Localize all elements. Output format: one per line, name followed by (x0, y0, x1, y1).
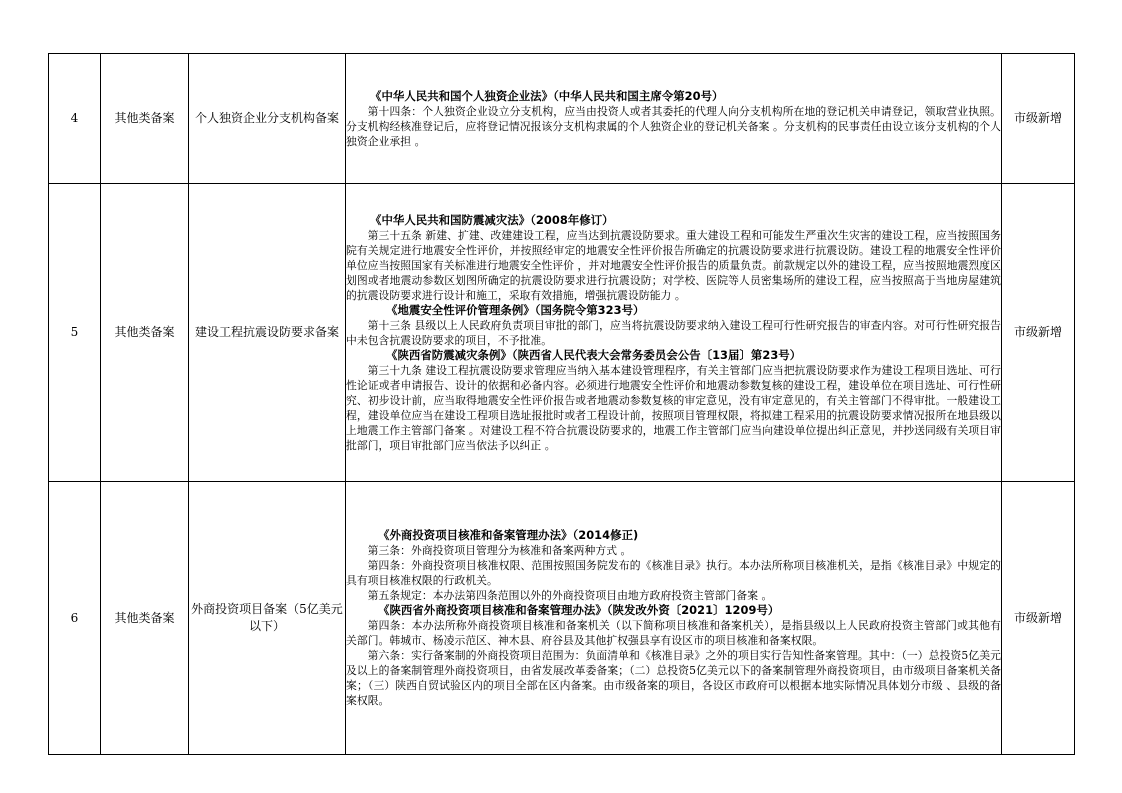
law-article: 第六条：实行备案制的外商投资项目范围为：负面清单和《核准目录》之外的项目实行告知性备案管理。其中：（一）总投资5亿美元及以上的备案制管理外商投资项目，由省发展改革委备案；（二）总投资5亿美元以下的备案制管理外商投资项目，由市级项目备案机关备案；（三）陕西自贸试验区内的项目全部在区内备案。由市级备案的项目，各设区市政府可以根据本地实际情况具体划分市级 、县级的备案权限。 (346, 649, 1001, 707)
law-title: 《中华人民共和国个人独资企业法》（中华人民共和国主席令第20号） (370, 88, 724, 103)
row-number: 5 (49, 184, 101, 482)
law-article: 第三条：外商投资项目管理分为核准和备案两种方式 。 (367, 544, 632, 557)
row-category: 其他类备案 (101, 482, 189, 755)
law-title: 《中华人民共和国防震减灾法》（2008年修订） (370, 212, 614, 227)
law-article: 第三十五条 新建、扩建、改建建设工程，应当达到抗震设防要求。重大建设工程和可能发生严重次生灾害的建设工程，应当按照国务院有关规定进行地震安全性评价，并按照经审定的地震安全性评价报告所确定的抗震设防要求进行抗震设防。建设工程的地震安全性评价单位应当按照国家有关标准进行地震安全性评价 ，并对地震安全性评价报告的质量负责。前款规定以外的建设工程，应当按照地震烈度区划图或者地震动参数区划图所确定的抗震设防要求进行抗震设防；对学校、医院等人员密集场所的建设工程，应当按照高于当地房屋建筑的抗震设防要求进行设计和施工，采取有效措施，增强抗震设防能力 。 (346, 228, 1001, 302)
law-title: 《陕西省防震减灾条例》（陕西省人民代表大会常务委员会公告〔13届〕第23号） (386, 347, 802, 362)
row-item-name: 外商投资项目备案（5亿美元以下） (189, 482, 346, 755)
law-title: 《地震安全性评价管理条例》（国务院令第323号） (386, 302, 645, 317)
law-article: 第四条：本办法所称外商投资项目核准和备案机关（以下简称项目核准和备案机关），是指县级以上人民政府投资主管部门或其他有关部门。韩城市、杨凌示范区、神木县、府谷县及其他扩权强县享有设区市的项目核准和备案权限。 (346, 619, 1001, 647)
row-number: 6 (49, 482, 101, 755)
law-article: 第四条：外商投资项目核准权限、范围按照国务院发布的《核准目录》执行。本办法所称项目核准机关，是指《核准目录》中规定的具有项目核准权限的行政机关。 (346, 559, 1001, 587)
law-title: 《外商投资项目核准和备案管理办法》（2014修正) (378, 528, 639, 542)
row-legal-basis (346, 54, 1002, 184)
row-legal-basis (346, 184, 1002, 482)
row-level: 市级新增 (1002, 184, 1075, 482)
row-number: 4 (49, 54, 101, 184)
table-row (49, 184, 1075, 482)
row-category: 其他类备案 (101, 54, 189, 184)
row-level: 市级新增 (1002, 482, 1075, 755)
table-row (49, 482, 1075, 755)
row-item-name: 个人独资企业分支机构备案 (189, 54, 346, 184)
row-legal-basis (346, 482, 1002, 755)
table-row (49, 54, 1075, 184)
law-article: 第三十九条 建设工程抗震设防要求管理应当纳入基本建设管理程序，有关主管部门应当把抗震设防要求作为建设工程项目选址、可行性论证或者申请报告、设计的依据和必备内容。必须进行地震安全性评价和地震动参数复核的建设工程，建设单位在项目选址、可行性研究、初步设计前，应当取得地震安全性评价报告或者地震动参数复核的审定意见，没有审定意见的，有关主管部门不得审批。一般建设工程，建设单位应当在建设工程项目选址报批时或者工程设计前，按照项目管理权限，将拟建工程采用的抗震设防要求情况报所在地县级以上地震工作主管部门备案 。对建设工程不符合抗震设防要求的，地震工作主管部门应当向建设单位提出纠正意见，并抄送同级有关项目审批部门，项目审批部门应当依法予以纠正 。 (346, 363, 1001, 452)
row-item-name: 建设工程抗震设防要求备案 (189, 184, 346, 482)
row-category: 其他类备案 (101, 184, 189, 482)
law-article: 第十四条：个人独资企业设立分支机构，应当由投资人或者其委托的代理人向分支机构所在地的登记机关申请登记，领取营业执照。分支机构经核准登记后，应将登记情况报该分支机构隶属的个人独资企业的登记机关备案 。分支机构的民事责任由设立该分支机构的个人独资企业承担 。 (346, 104, 1001, 148)
filing-items-table (48, 53, 1075, 755)
law-article: 第十三条 县级以上人民政府负责项目审批的部门，应当将抗震设防要求纳入建设工程可行性研究报告的审查内容。对可行性研究报告中未包含抗震设防要求的项目，不予批准。 (346, 318, 1001, 347)
law-article: 第五条规定：本办法第四条范围以外的外商投资项目由地方政府投资主管部门备案 。 (367, 589, 773, 602)
row-level: 市级新增 (1002, 54, 1075, 184)
law-title: 《陕西省外商投资项目核准和备案管理办法》（陕发改外资〔2021〕1209号） (378, 603, 780, 617)
